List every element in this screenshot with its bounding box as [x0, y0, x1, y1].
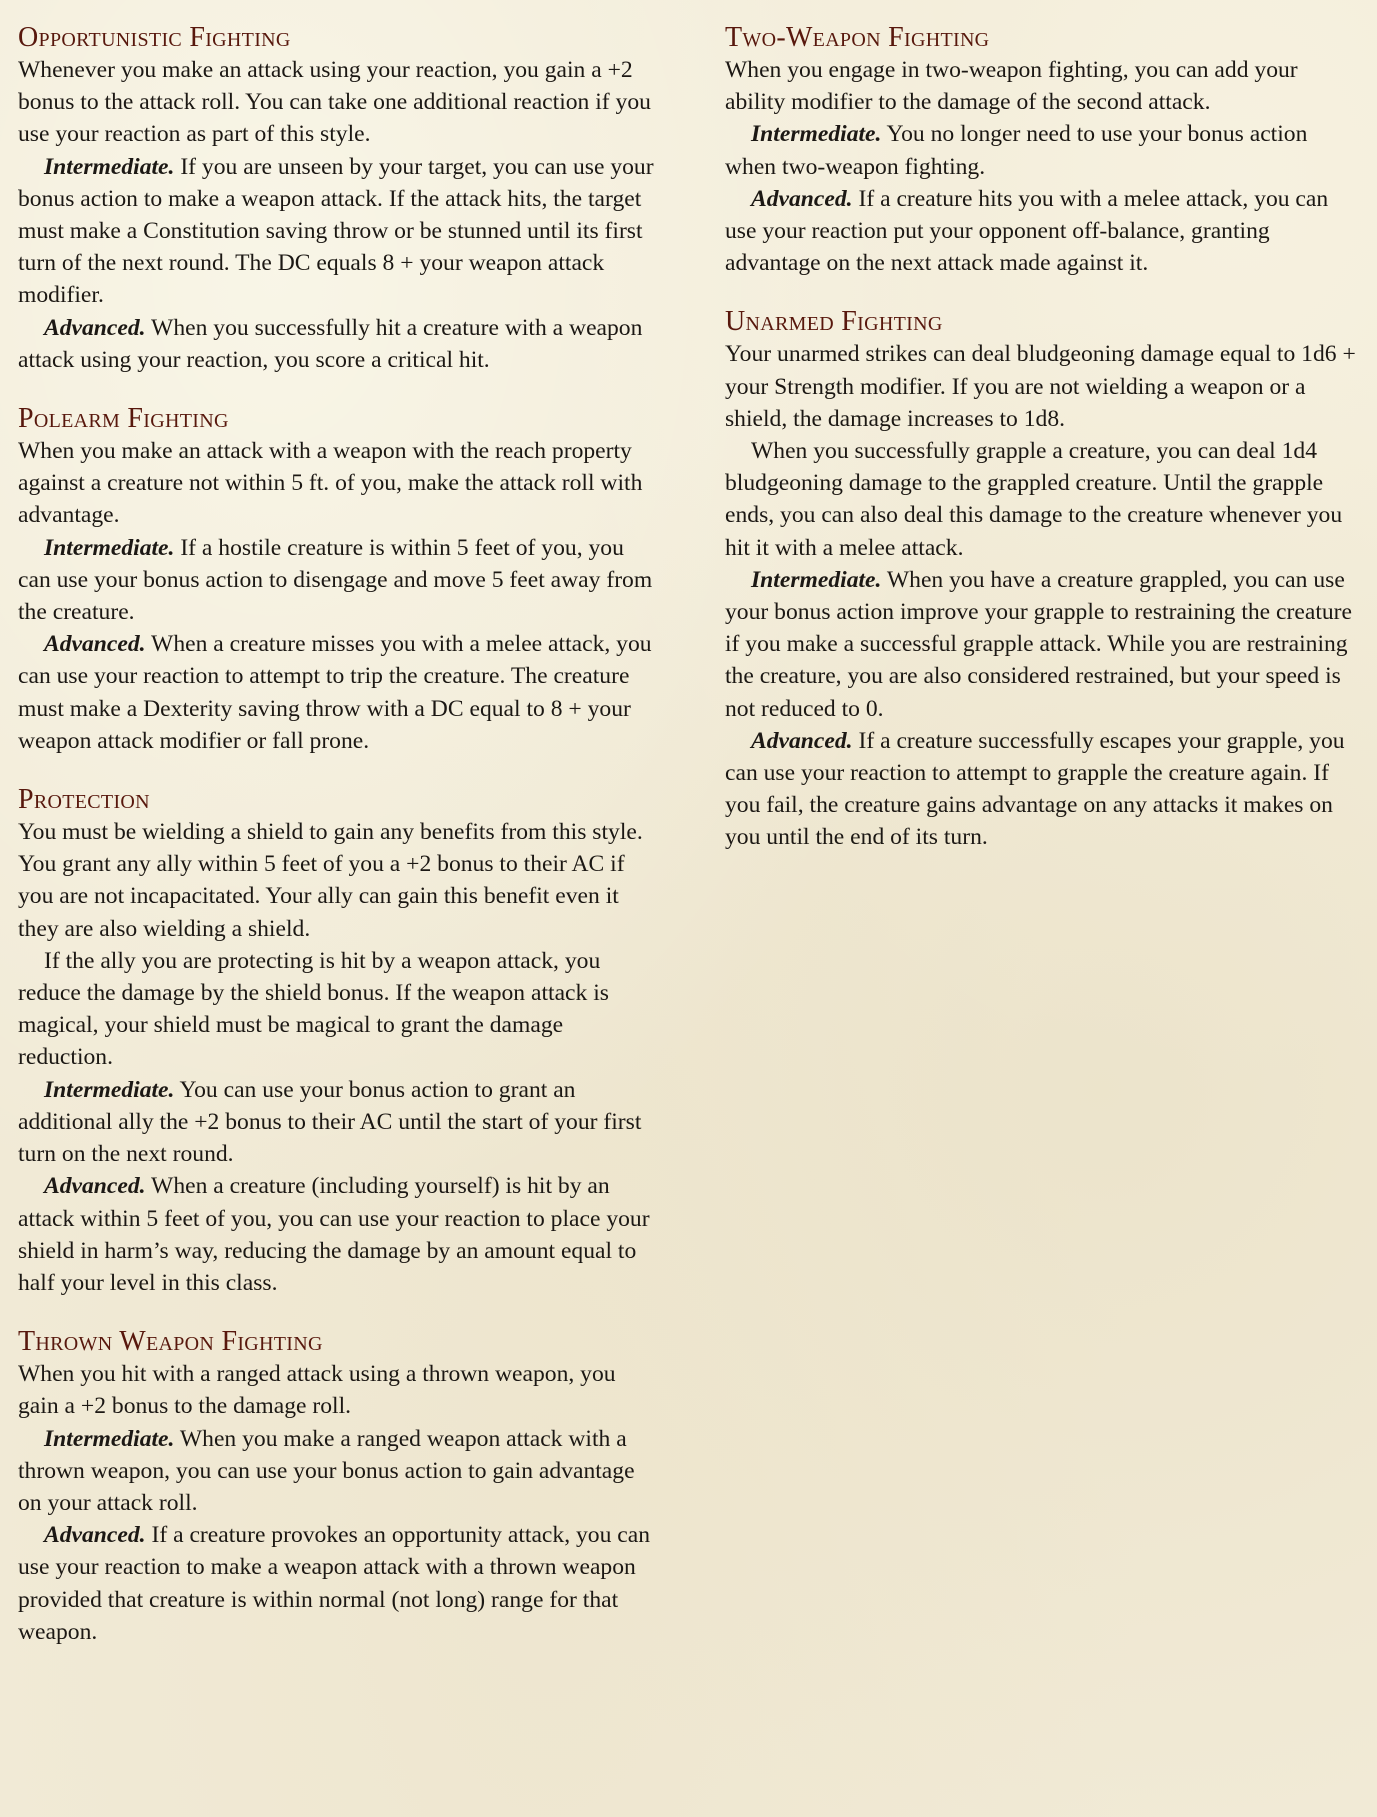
- intermediate-text: You no longer need to use your bonus action when two-weapon fighting.: [725, 121, 1308, 180]
- section-extra: When you successfully grapple a creature, you can deal 1d4 bludgeoning damage to the grappled creature. Until the grapple ends, you can also deal this damage to the creature whenever you hit it with a melee attack.: [725, 438, 1343, 561]
- advanced-text: When a creature misses you with a melee attack, you can use your reaction to attempt to trip the creature. The creature must make a Dexterity saving throw with a DC equal to 8 + your weapon attack modifier or fall prone.: [18, 631, 652, 754]
- document-page: [18, 22, 1362, 1675]
- intermediate-paragraph: [18, 532, 655, 629]
- section-unarmed-fighting: [725, 306, 1362, 853]
- section-extra: If the ally you are protecting is hit by a weapon attack, you reduce the damage by the shield bonus. If the weapon attack is magical, your shield must be magical to grant the damage reduction.: [18, 947, 609, 1071]
- section-title: Protection: [18, 784, 150, 816]
- intermediate-text: If you are unseen by your target, you can use your bonus action to make a weapon attack. If the attack hits, the target must make a Constitution saving throw or be stunned until its first turn of the next round. The DC equals 8 + your weapon attack modifier.: [18, 153, 654, 309]
- advanced-label: Advanced.: [751, 185, 853, 212]
- left-column: [18, 22, 655, 1675]
- advanced-paragraph: [18, 312, 655, 376]
- section-title: Thrown Weapon Fighting: [18, 1326, 323, 1358]
- intermediate-paragraph: [18, 1074, 655, 1171]
- section-intro: Whenever you make an attack using your reaction, you gain a +2 bonus to the attack roll. You can take one additional reaction if you use your reaction as part of this style.: [18, 57, 651, 148]
- advanced-text: If a creature provokes an opportunity attack, you can use your reaction to make a weapon attack with a thrown weapon provided that creature is within normal (not long) range for that weapon.: [18, 1522, 651, 1645]
- right-column: [725, 22, 1362, 1675]
- section-intro: Your unarmed strikes can deal bludgeoning damage equal to 1d6 + your Strength modifier. If you are not wielding a weapon or a shield, the damage increases to 1d8.: [725, 341, 1356, 432]
- advanced-label: Advanced.: [44, 1173, 146, 1200]
- advanced-label: Advanced.: [751, 727, 853, 754]
- section-title: Opportunistic Fighting: [18, 22, 291, 53]
- section-intro: You must be wielding a shield to gain any benefits from this style. You grant any ally within 5 feet of you a +2 bonus to their AC if you are not incapacitated. Your ally can gain this benefit even it they are also wielding a shield.: [18, 819, 643, 942]
- advanced-text: If a creature hits you with a melee attack, you can use your reaction put your opponent off-balance, granting advantage on the next attack made against it.: [725, 185, 1329, 277]
- intermediate-text: When you make a ranged weapon attack with a thrown weapon, you can use your bonus action to gain advantage on your attack roll.: [18, 1425, 635, 1516]
- intermediate-label: Intermediate.: [44, 1076, 175, 1103]
- section-intro: When you make an attack with a weapon with the reach property against a creature not within 5 ft. of you, make the attack roll with advantage.: [18, 438, 643, 529]
- section-title: Unarmed Fighting: [725, 306, 943, 338]
- intermediate-label: Intermediate.: [44, 153, 175, 180]
- advanced-label: Advanced.: [44, 1522, 146, 1549]
- intermediate-label: Intermediate.: [751, 566, 882, 593]
- intermediate-label: Intermediate.: [44, 534, 175, 561]
- advanced-label: Advanced.: [44, 314, 146, 341]
- advanced-paragraph: [18, 1170, 655, 1299]
- advanced-text: When a creature (including yourself) is hit by an attack within 5 feet of you, you can use your reaction to place your shield in harm’s way, reducing the damage by an amount equal to half your level in this class.: [18, 1173, 650, 1296]
- section-title: Two-Weapon Fighting: [725, 22, 990, 53]
- intermediate-label: Intermediate.: [751, 121, 882, 148]
- advanced-text: When you successfully hit a creature with a weapon attack using your reaction, you score a critical hit.: [18, 314, 643, 373]
- intermediate-paragraph: [18, 151, 655, 312]
- section-thrown-weapon-fighting: [18, 1326, 655, 1648]
- intermediate-text: You can use your bonus action to grant an additional ally the +2 bonus to their AC until the start of your first turn on the next round.: [18, 1076, 642, 1168]
- intermediate-text: When you have a creature grappled, you can use your bonus action improve your grapple to restraining the creature if you make a successful grapple attack. While you are restraining the creature, you are also considered restrained, but your speed is not reduced to 0.: [725, 566, 1352, 722]
- section-polearm-fighting: [18, 403, 655, 757]
- section-title: Polearm Fighting: [18, 403, 229, 435]
- intermediate-label: Intermediate.: [44, 1425, 175, 1452]
- advanced-paragraph: [18, 628, 655, 757]
- section-intro: When you hit with a ranged attack using a thrown weapon, you gain a +2 bonus to the damage roll.: [18, 1361, 616, 1420]
- advanced-paragraph: [725, 183, 1362, 280]
- intermediate-paragraph: [725, 564, 1362, 725]
- section-protection: [18, 784, 655, 1299]
- section-intro: When you engage in two-weapon fighting, you can add your ability modifier to the damage of the second attack.: [725, 57, 1298, 116]
- advanced-label: Advanced.: [44, 631, 146, 658]
- section-opportunistic-fighting: [18, 22, 655, 376]
- section-two-weapon-fighting: [725, 22, 1362, 279]
- intermediate-text: If a hostile creature is within 5 feet of you, you can use your bonus action to disengage and move 5 feet away from the creature.: [18, 534, 653, 626]
- intermediate-paragraph: [725, 118, 1362, 182]
- advanced-text: If a creature successfully escapes your grapple, you can use your reaction to attempt to grapple the creature again. If you fail, the creature gains advantage on any attacks it makes on you until the end of its turn.: [725, 727, 1345, 851]
- advanced-paragraph: [725, 725, 1362, 854]
- intermediate-paragraph: [18, 1423, 655, 1520]
- advanced-paragraph: [18, 1519, 655, 1648]
